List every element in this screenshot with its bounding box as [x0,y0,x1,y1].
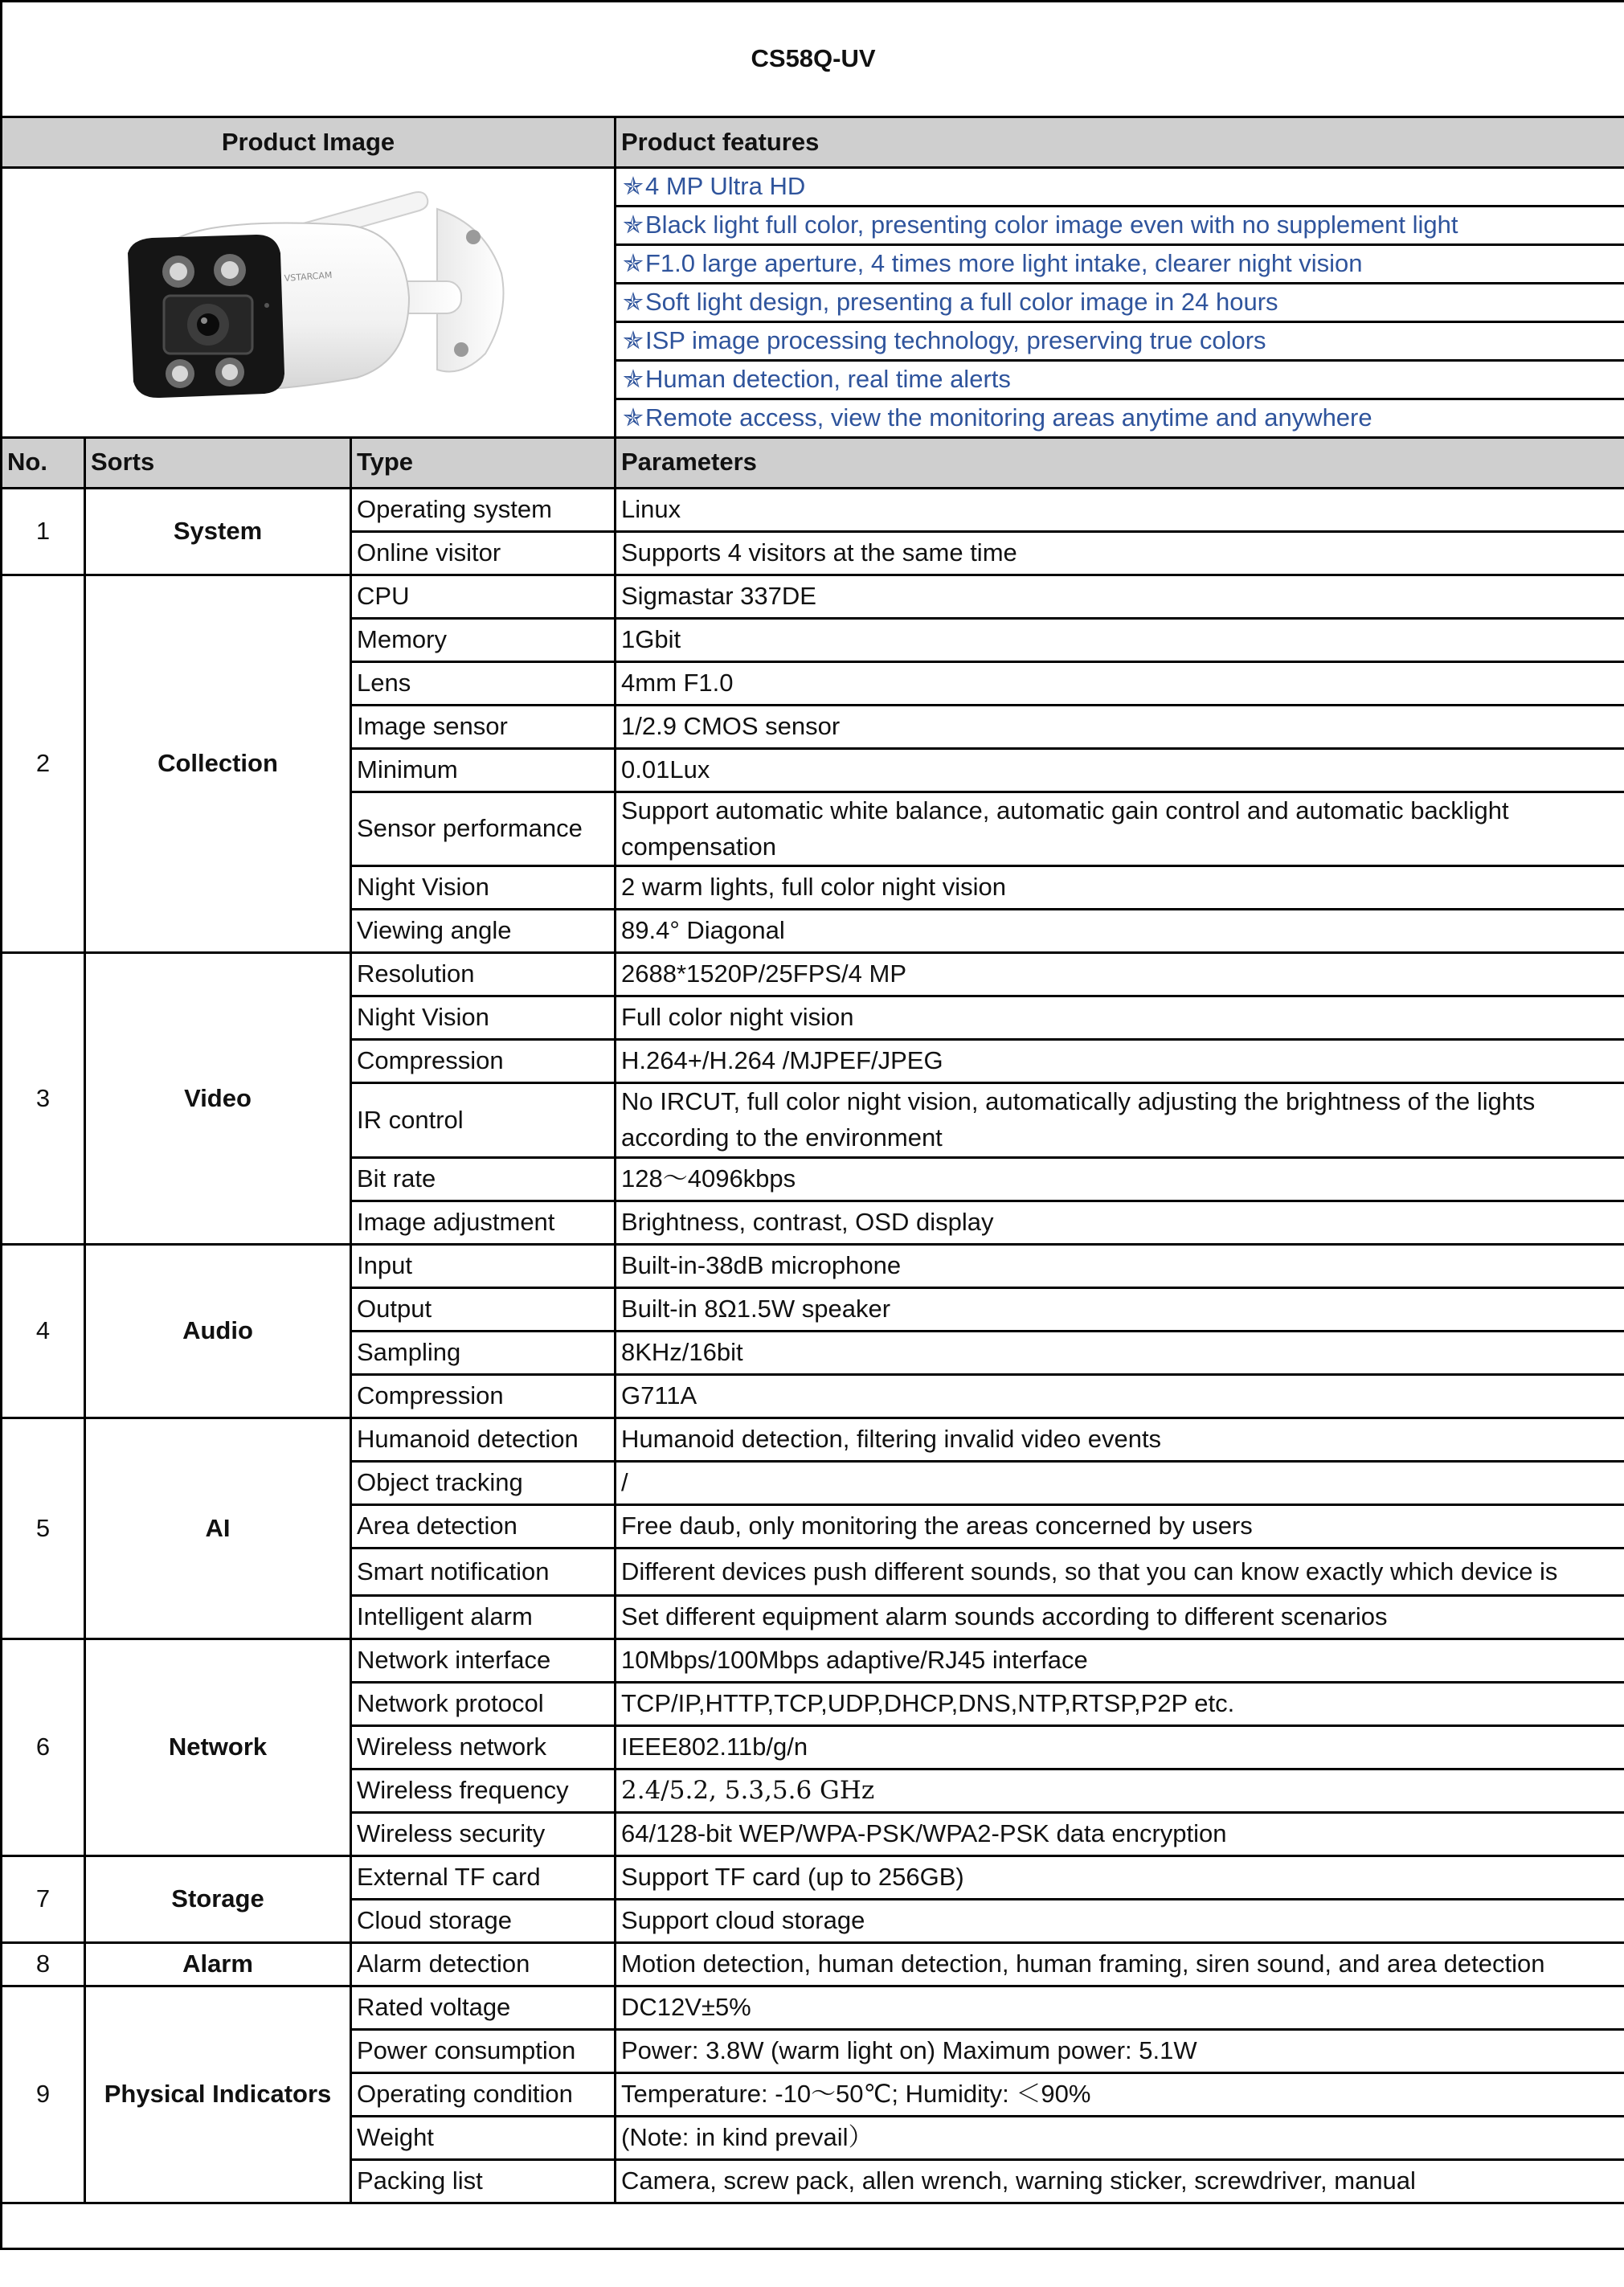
param-type: Lens [351,661,616,705]
param-type: Input [351,1245,616,1288]
param-type: Cloud storage [351,1900,616,1943]
param-type: Rated voltage [351,1986,616,2030]
param-value: H.264+/H.264 /MJPEF/JPEG [616,1040,1624,1083]
star-icon: ✯ [623,248,644,277]
feature-item: ✯Black light full color, presenting color image even with no supplement light [616,206,1624,244]
table-row [2,1245,1624,1288]
section-number: 8 [2,1943,85,1986]
param-value: Free daub, only monitoring the areas concerned by users [616,1505,1624,1549]
param-type: Compression [351,1375,616,1418]
table-row [2,1639,1624,1683]
product-image-header: Product Image [2,117,616,168]
section-sort: Audio [85,1245,351,1418]
param-value: Set different equipment alarm sounds according to different scenarios [616,1596,1624,1639]
no-header: No. [2,437,85,488]
security-camera-image [84,177,534,418]
table-row [2,1856,1624,1900]
param-type: Object tracking [351,1462,616,1505]
section-number: 3 [2,953,85,1245]
param-value: 2 warm lights, full color night vision [616,866,1624,910]
param-type: Wireless frequency [351,1769,616,1813]
star-icon: ✯ [623,364,644,393]
param-type: Humanoid detection [351,1418,616,1462]
param-type: Night Vision [351,996,616,1040]
param-value: Support TF card (up to 256GB) [616,1856,1624,1900]
param-type: Image sensor [351,705,616,748]
table-row [2,953,1624,996]
param-value: 0.01Lux [616,748,1624,792]
param-type: Memory [351,618,616,661]
table-row [2,1943,1624,1986]
type-header: Type [351,437,616,488]
section-number: 4 [2,1245,85,1418]
feature-item: ✯ISP image processing technology, preserving true colors [616,321,1624,360]
param-value: TCP/IP,HTTP,TCP,UDP,DHCP,DNS,NTP,RTSP,P2P etc. [616,1683,1624,1726]
param-value: Built-in 8Ω1.5W speaker [616,1288,1624,1332]
section-sort: Storage [85,1856,351,1943]
star-icon: ✯ [623,287,644,316]
param-value: Motion detection, human detection, human framing, siren sound, and area detection [616,1943,1624,1986]
param-type: Sampling [351,1332,616,1375]
param-value: 2688*1520P/25FPS/4 MP [616,953,1624,996]
star-icon: ✯ [623,210,644,239]
param-value: 2.4/5.2, 5.3,5.6 GHz [616,1769,1624,1813]
section-number: 9 [2,1986,85,2203]
section-number: 2 [2,575,85,953]
star-icon: ✯ [623,325,644,354]
param-type: Night Vision [351,866,616,910]
param-value: DC12V±5% [616,1986,1624,2030]
param-value: 89.4° Diagonal [616,910,1624,953]
section-sort: Physical Indicators [85,1986,351,2203]
section-sort: System [85,488,351,575]
param-type: Minimum [351,748,616,792]
param-type: Packing list [351,2160,616,2203]
param-type: Weight [351,2117,616,2160]
param-value: Temperature: -10～50℃; Humidity: ＜90% [616,2073,1624,2117]
table-row [2,575,1624,618]
param-value: 10Mbps/100Mbps adaptive/RJ45 interface [616,1639,1624,1683]
param-value: Sigmastar 337DE [616,575,1624,618]
param-type: Intelligent alarm [351,1596,616,1639]
section-sort: AI [85,1418,351,1639]
section-number: 7 [2,1856,85,1943]
param-type: Operating condition [351,2073,616,2117]
footer-row [2,2203,1624,2249]
param-type: Wireless security [351,1813,616,1856]
param-value: G711A [616,1375,1624,1418]
param-value: (Note: in kind prevail） [616,2117,1624,2160]
param-type: Wireless network [351,1726,616,1769]
param-type: Image adjustment [351,1201,616,1245]
brand-logo-text: VSTARCAM [283,269,333,284]
param-value: Supports 4 visitors at the same time [616,531,1624,575]
param-value: Power: 3.8W (warm light on) Maximum power: 5.1W [616,2030,1624,2073]
section-sort: Alarm [85,1943,351,1986]
param-value: Humanoid detection, filtering invalid video events [616,1418,1624,1462]
section-sort: Collection [85,575,351,953]
param-type: Power consumption [351,2030,616,2073]
section-number: 1 [2,488,85,575]
star-icon: ✯ [623,403,644,432]
table-row [2,1986,1624,2030]
param-type: Bit rate [351,1158,616,1201]
feature-item: ✯4 MP Ultra HD [616,168,1624,207]
feature-item: ✯Soft light design, presenting a full color image in 24 hours [616,283,1624,321]
param-type: External TF card [351,1856,616,1900]
param-value: IEEE802.11b/g/n [616,1726,1624,1769]
feature-item: ✯Remote access, view the monitoring areas anytime and anywhere [616,399,1624,437]
title-row [2,2,1624,117]
product-header-row [2,117,1624,168]
param-value: 128～4096kbps [616,1158,1624,1201]
star-icon: ✯ [623,172,644,200]
section-number: 5 [2,1418,85,1639]
param-value: Linux [616,488,1624,531]
param-type: Output [351,1288,616,1332]
feature-item: ✯Human detection, real time alerts [616,360,1624,399]
param-value: Support automatic white balance, automatic gain control and automatic backlight compensation [616,792,1624,866]
param-type: Area detection [351,1505,616,1549]
param-value: 64/128-bit WEP/WPA-PSK/WPA2-PSK data encryption [616,1813,1624,1856]
feature-item: ✯F1.0 large aperture, 4 times more light intake, clearer night vision [616,244,1624,283]
table-row [2,1418,1624,1462]
param-type: Network interface [351,1639,616,1683]
product-image-cell [2,168,616,438]
param-type: Network protocol [351,1683,616,1726]
param-value: Built-in-38dB microphone [616,1245,1624,1288]
section-sort: Network [85,1639,351,1856]
feature-row [2,168,1624,207]
param-type: Alarm detection [351,1943,616,1986]
parameters-header-row [2,437,1624,488]
param-type: Resolution [351,953,616,996]
param-type: Online visitor [351,531,616,575]
param-type: Sensor performance [351,792,616,866]
param-value: Full color night vision [616,996,1624,1040]
param-value: Support cloud storage [616,1900,1624,1943]
param-type: Smart notification [351,1549,616,1596]
footer-empty-cell [2,2203,1624,2249]
param-value: Brightness, contrast, OSD display [616,1201,1624,1245]
section-sort: Video [85,953,351,1245]
param-value: 1Gbit [616,618,1624,661]
parameters-header: Parameters [616,437,1624,488]
param-value: No IRCUT, full color night vision, automatically adjusting the brightness of the lights according to the environment [616,1083,1624,1158]
param-value: 4mm F1.0 [616,661,1624,705]
param-value: 8KHz/16bit [616,1332,1624,1375]
param-value: 1/2.9 CMOS sensor [616,705,1624,748]
product-features-header: Product features [616,117,1624,168]
param-type: CPU [351,575,616,618]
param-type: Compression [351,1040,616,1083]
sorts-header: Sorts [85,437,351,488]
param-value: / [616,1462,1624,1505]
page-title: CS58Q-UV [2,2,1624,117]
param-type: IR control [351,1083,616,1158]
table-row [2,488,1624,531]
param-value: Camera, screw pack, allen wrench, warning sticker, screwdriver, manual [616,2160,1624,2203]
param-type: Viewing angle [351,910,616,953]
param-type: Operating system [351,488,616,531]
section-number: 6 [2,1639,85,1856]
param-value: Different devices push different sounds, so that you can know exactly which device is [616,1549,1624,1596]
